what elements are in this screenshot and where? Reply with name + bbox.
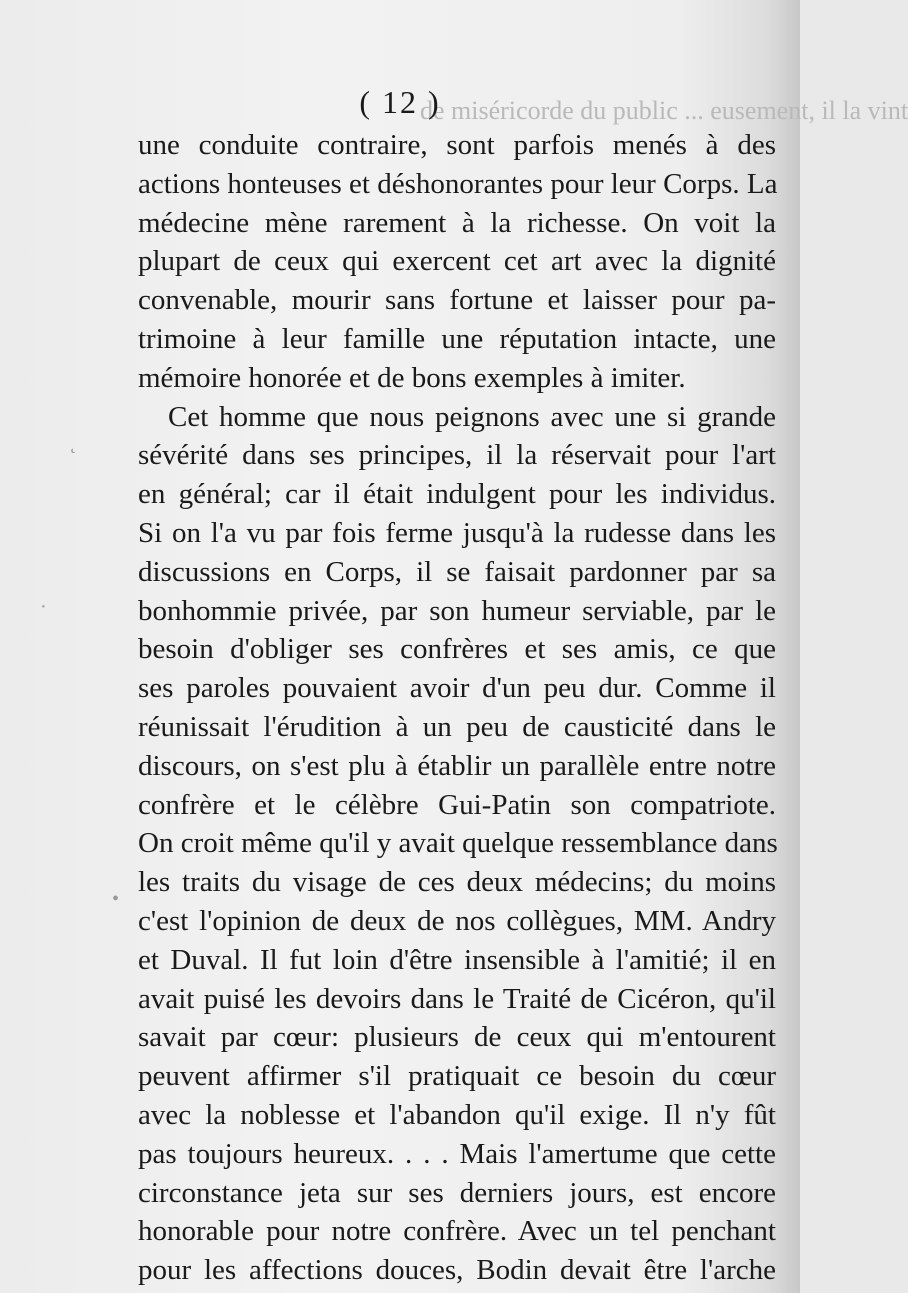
text-line: convenable, mourir sans fortune et laisser pour pa- <box>138 284 776 317</box>
text-line: Cet homme que nous peignons avec une si grande <box>168 400 776 433</box>
text-line: une conduite contraire, sont parfois menés à des <box>138 129 776 161</box>
text-line: besoin d'obliger ses confrères et ses amis, ce que <box>138 633 776 666</box>
text-line: On croit même qu'il y avait quelque ressemblance dans <box>138 827 778 860</box>
text-line: réunissait l'érudition à un peu de causticité dans le <box>138 710 776 743</box>
text-line: avait puisé les devoirs dans le Traité de Cicéron, qu'il <box>138 982 776 1015</box>
text-line: plupart de ceux qui exercent cet art avec la dignité <box>138 245 776 278</box>
text-line: et Duval. Il fut loin d'être insensible à l'amitié; il en <box>138 943 776 976</box>
text-line: en général; car il était indulgent pour les individus. <box>138 478 776 511</box>
text-line: savait par cœur: plusieurs de ceux qui m'entourent <box>138 1021 776 1054</box>
text-line: pour les affections douces, Bodin devait être l'arche <box>138 1254 776 1287</box>
text-line: médecine mène rarement à la richesse. On voit la <box>138 206 776 239</box>
text-line: avec la noblesse et l'abandon qu'il exige. Il n'y fût <box>138 1098 776 1131</box>
text-line: discours, on s'est plu à établir un parallèle entre notre <box>138 749 776 782</box>
text-line: pas toujours heureux. . . . Mais l'amertume que cette <box>138 1137 776 1170</box>
text-line: discussions en Corps, il se faisait pardonner par sa <box>138 555 776 588</box>
page-number: ( 12 ) <box>359 84 441 120</box>
text-line: actions honteuses et déshonorantes pour leur Corps. La <box>138 167 778 200</box>
text-line: circonstance jeta sur ses derniers jours, est encore <box>138 1176 776 1209</box>
text-line: ses paroles pouvaient avoir d'un peu dur. Comme il <box>138 672 776 705</box>
text-line: mémoire honorée et de bons exemples à imiter. <box>138 361 686 394</box>
bleed-through-text: de miséricorde du public ... eusement, il la vint <box>420 96 908 125</box>
page-body-text <box>138 126 776 1290</box>
text-line: confrère et le célèbre Gui-Patin son compatriote. <box>138 788 776 821</box>
text-line: sévérité dans ses principes, il la réservait pour l'art <box>138 439 776 472</box>
text-line: honorable pour notre confrère. Avec un tel penchant <box>138 1215 776 1248</box>
text-line: les traits du visage de ces deux médecins; du moins <box>138 866 776 899</box>
text-line: trimoine à leur famille une réputation intacte, une <box>138 322 776 355</box>
margin-speck-icon: • <box>112 888 120 910</box>
margin-speck-icon: · <box>40 596 47 618</box>
text-line: bonhommie privée, par son humeur serviable, par le <box>138 594 776 627</box>
text-line: c'est l'opinion de deux de nos collègues, MM. Andry <box>138 904 776 937</box>
margin-speck-icon: ˛ <box>70 432 77 454</box>
text-line: Si on l'a vu par fois ferme jusqu'à la rudesse dans les <box>138 516 776 549</box>
text-line: peuvent affirmer s'il pratiquait ce besoin du cœur <box>138 1060 776 1093</box>
